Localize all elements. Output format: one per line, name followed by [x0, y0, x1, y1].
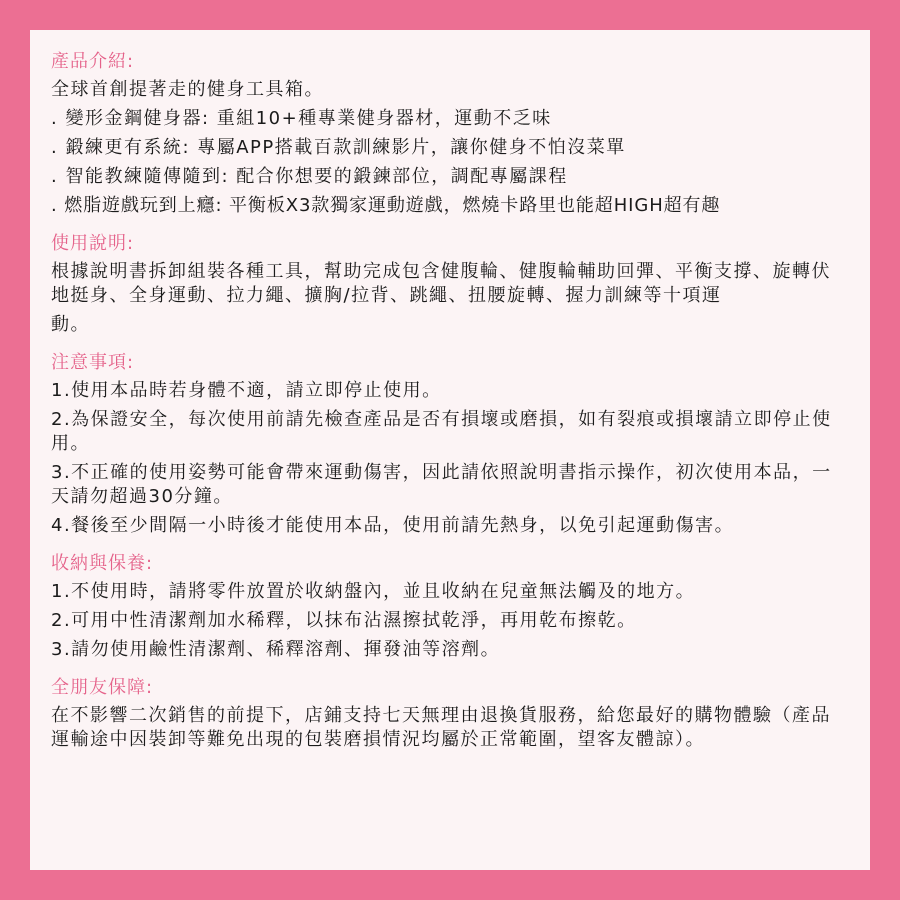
- storage-line: 2.可用中性清潔劑加水稀釋，以抹布沾濕擦拭乾淨，再用乾布擦乾。: [51, 610, 637, 631]
- storage-line: 3.請勿使用鹼性清潔劑、稀釋溶劑、揮發油等溶劑。: [51, 639, 501, 660]
- guarantee-heading: 全朋友保障:: [51, 677, 154, 698]
- intro-section: [51, 50, 870, 218]
- intro-line: . 變形金鋼健身器: 重組10+種專業健身器材，運動不乏味: [51, 108, 552, 129]
- intro-line: 全球首創提著走的健身工具箱。: [51, 79, 324, 100]
- notes-line: 1.使用本品時若身體不適，請立即停止使用。: [51, 380, 442, 401]
- usage-line: 動。: [51, 314, 90, 335]
- storage-heading: 收納與保養:: [51, 553, 154, 574]
- usage-section: [51, 232, 870, 337]
- intro-line: . 燃脂遊戲玩到上癮: 平衡板X3款獨家運動遊戲，燃燒卡路里也能超HIGH超有趣: [51, 195, 721, 216]
- notes-section: [51, 351, 870, 538]
- usage-line: 根據說明書拆卸組裝各種工具，幫助完成包含健腹輪、健腹輪輔助回彈、平衡支撐、旋轉伏地挺身、全身運動、拉力繩、擴胸/拉背、跳繩、扭腰旋轉、握力訓練等十項運: [51, 261, 831, 306]
- storage-section: [51, 552, 870, 662]
- storage-line: 1.不使用時，請將零件放置於收納盤內，並且收納在兒童無法觸及的地方。: [51, 581, 696, 602]
- intro-heading: 產品介紹:: [51, 51, 135, 72]
- intro-line: . 智能教練隨傳隨到: 配合你想要的鍛鍊部位，調配專屬課程: [51, 166, 568, 187]
- info-card: [30, 30, 870, 870]
- guarantee-section: [51, 676, 870, 752]
- guarantee-line: 在不影響二次銷售的前提下，店鋪支持七天無理由退換貨服務，給您最好的購物體驗（產品運輸途中因裝卸等難免出現的包裝磨損情況均屬於正常範圍，望客友體諒）。: [51, 705, 831, 750]
- notes-line: 3.不正確的使用姿勢可能會帶來運動傷害，因此請依照說明書指示操作，初次使用本品，一天請勿超過30分鐘。: [51, 462, 832, 507]
- notes-line: 4.餐後至少間隔一小時後才能使用本品，使用前請先熱身，以免引起運動傷害。: [51, 515, 735, 536]
- notes-heading: 注意事項:: [51, 352, 135, 373]
- notes-line: 2.為保證安全，每次使用前請先檢查產品是否有損壞或磨損，如有裂痕或損壞請立即停止使用。: [51, 409, 832, 454]
- intro-line: . 鍛練更有系統: 專屬APP搭載百款訓練影片，讓你健身不怕沒菜單: [51, 137, 626, 158]
- usage-heading: 使用說明:: [51, 233, 135, 254]
